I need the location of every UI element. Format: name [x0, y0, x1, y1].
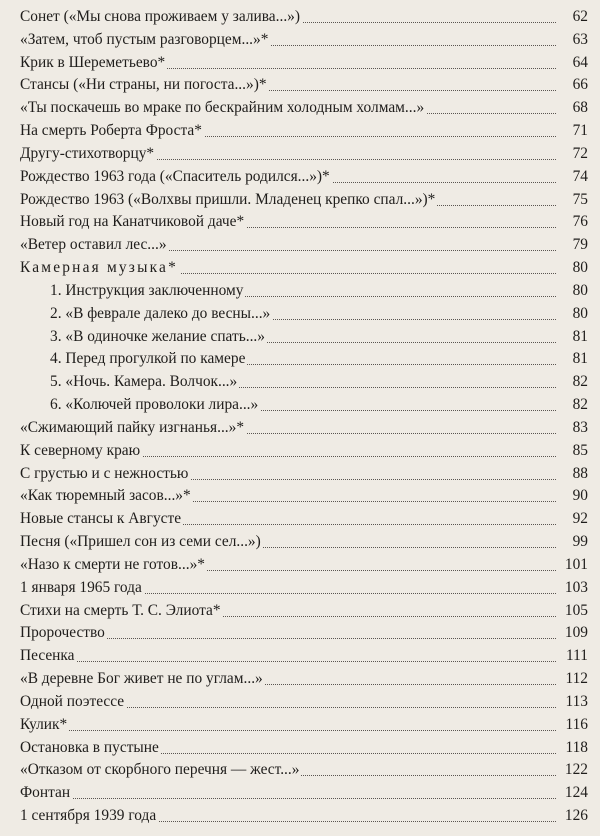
toc-entry	[0, 508, 600, 531]
toc-entry	[0, 645, 600, 668]
toc-entry	[0, 668, 600, 691]
toc-entry-page: 99	[556, 531, 588, 554]
toc-entry-page: 101	[556, 554, 588, 577]
toc-entry	[0, 577, 600, 600]
toc-entry-title: Пророчество	[20, 622, 107, 645]
toc-subentry	[0, 280, 600, 303]
toc-entry-page: 92	[556, 508, 588, 531]
toc-subentry	[0, 394, 600, 417]
toc-entry	[0, 29, 600, 52]
toc-entry-page: 113	[556, 691, 588, 714]
toc-entry-page: 112	[556, 668, 588, 691]
toc-entry	[0, 143, 600, 166]
toc-entry-title: 1 января 1965 года	[20, 577, 144, 600]
toc-entry-page: 109	[556, 622, 588, 645]
toc-entry-title: Песенка	[20, 645, 77, 668]
toc-entry	[0, 714, 600, 737]
toc-entry	[0, 691, 600, 714]
toc-subentry	[0, 371, 600, 394]
toc-entry-page: 76	[556, 211, 588, 234]
toc-entry-title: Фонтан	[20, 782, 72, 805]
toc-entry	[0, 463, 600, 486]
toc-entry-title: 1 сентября 1939 года	[20, 805, 158, 828]
toc-entry-page: 62	[556, 6, 588, 29]
toc-entry-title: К северному краю	[20, 440, 142, 463]
toc-entry-title: Стансы («Ни страны, ни погоста...»)*	[20, 74, 269, 97]
toc-entry-page: 71	[556, 120, 588, 143]
toc-entry-page: 83	[556, 417, 588, 440]
toc-entry	[0, 531, 600, 554]
toc-entry-title: 6. «Колючей проволоки лира...»	[50, 394, 260, 417]
toc-section-entry	[0, 257, 600, 280]
toc-entry-page: 124	[556, 782, 588, 805]
toc-entry	[0, 52, 600, 75]
toc-entry-title: Рождество 1963 года («Спаситель родился...»)*	[20, 166, 332, 189]
toc-entry	[0, 600, 600, 623]
toc-entry-page: 80	[556, 303, 588, 326]
toc-entry	[0, 417, 600, 440]
toc-entry-title: Одной поэтессе	[20, 691, 126, 714]
toc-entry	[0, 166, 600, 189]
toc-entry-title: Рождество 1963 («Волхвы пришли. Младенец крепко спал...»)*	[20, 189, 437, 212]
toc-entry-page: 81	[556, 326, 588, 349]
toc-entry	[0, 737, 600, 760]
toc-entry	[0, 74, 600, 97]
dot-leader	[20, 730, 558, 731]
toc-entry-title: «В деревне Бог живет не по углам...»	[20, 668, 265, 691]
toc-entry-page: 105	[556, 600, 588, 623]
toc-entry	[0, 234, 600, 257]
toc-entry-title: Крик в Шереметьево*	[20, 52, 167, 75]
toc-entry-title: 5. «Ночь. Камера. Волчок...»	[50, 371, 239, 394]
toc-entry-page: 82	[556, 394, 588, 417]
toc-entry-title: На смерть Роберта Фроста*	[20, 120, 204, 143]
dot-leader	[20, 661, 558, 662]
toc-entry-title: «Отказом от скорбного перечня — жест...»	[20, 759, 301, 782]
toc-entry-title: «Как тюремный засов...»*	[20, 485, 193, 508]
toc-entry-page: 81	[556, 348, 588, 371]
toc-entry-page: 68	[556, 97, 588, 120]
toc-entry-title: Камерная музыка*	[20, 257, 180, 280]
toc-entry-title: Другу-стихотворцу*	[20, 143, 156, 166]
table-of-contents	[0, 6, 600, 828]
toc-entry	[0, 440, 600, 463]
toc-entry-title: Остановка в пустыне	[20, 737, 161, 760]
toc-entry-page: 66	[556, 74, 588, 97]
toc-entry-page: 63	[556, 29, 588, 52]
toc-entry-page: 90	[556, 485, 588, 508]
toc-subentry	[0, 348, 600, 371]
toc-entry-title: 3. «В одиночке желание спать...»	[50, 326, 267, 349]
toc-entry	[0, 622, 600, 645]
toc-entry	[0, 782, 600, 805]
toc-entry	[0, 6, 600, 29]
toc-entry-title: Кулик*	[20, 714, 69, 737]
toc-entry-page: 74	[556, 166, 588, 189]
toc-entry-page: 111	[556, 645, 588, 668]
toc-entry-title: С грустью и с нежностью	[20, 463, 190, 486]
toc-entry	[0, 759, 600, 782]
toc-entry-page: 79	[556, 234, 588, 257]
toc-entry-title: «Затем, чтоб пустым разговорцем...»*	[20, 29, 270, 52]
toc-entry-page: 82	[556, 371, 588, 394]
toc-entry	[0, 120, 600, 143]
toc-entry	[0, 805, 600, 828]
toc-entry-title: Новый год на Канатчиковой даче*	[20, 211, 246, 234]
toc-entry-title: Сонет («Мы снова проживаем у залива...»)	[20, 6, 302, 29]
toc-entry	[0, 189, 600, 212]
toc-entry-title: 2. «В феврале далеко до весны...»	[50, 303, 272, 326]
toc-entry-page: 116	[556, 714, 588, 737]
toc-entry	[0, 97, 600, 120]
toc-subentry	[0, 326, 600, 349]
toc-subentry	[0, 303, 600, 326]
dot-leader	[20, 798, 558, 799]
toc-entry-page: 80	[556, 257, 588, 280]
toc-entry-title: «Сжимающий пайку изгнанья...»*	[20, 417, 246, 440]
toc-entry-page: 88	[556, 463, 588, 486]
toc-entry	[0, 554, 600, 577]
toc-entry-page: 118	[556, 737, 588, 760]
toc-entry-page: 122	[556, 759, 588, 782]
toc-entry-page: 126	[556, 805, 588, 828]
toc-entry-page: 64	[556, 52, 588, 75]
toc-entry-page: 80	[556, 280, 588, 303]
toc-entry-page: 103	[556, 577, 588, 600]
toc-entry	[0, 211, 600, 234]
toc-entry-title: 1. Инструкция заключенному	[50, 280, 245, 303]
toc-entry-title: 4. Перед прогулкой по камере	[50, 348, 247, 371]
toc-entry-title: Новые стансы к Августе	[20, 508, 183, 531]
toc-entry-title: Стихи на смерть Т. С. Элиота*	[20, 600, 223, 623]
toc-entry-title: «Ветер оставил лес...»	[20, 234, 169, 257]
toc-entry-page: 85	[556, 440, 588, 463]
toc-entry	[0, 485, 600, 508]
toc-entry-title: Песня («Пришел сон из семи сел...»)	[20, 531, 263, 554]
toc-entry-page: 75	[556, 189, 588, 212]
toc-entry-title: «Назо к смерти не готов...»*	[20, 554, 207, 577]
toc-entry-title: «Ты поскачешь во мраке по бескрайним холодным холмам...»	[20, 97, 426, 120]
toc-entry-page: 72	[556, 143, 588, 166]
